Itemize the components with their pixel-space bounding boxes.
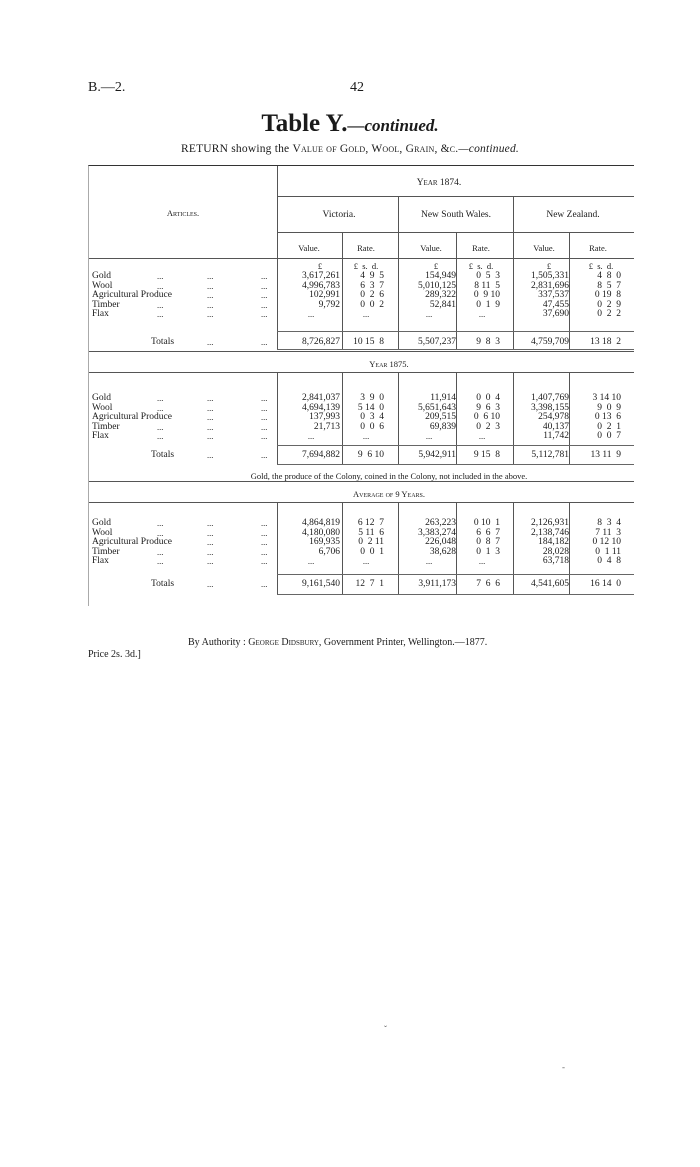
cell-v2: 52,841 bbox=[429, 299, 456, 310]
leader-dots: ... bbox=[207, 579, 214, 589]
cell-v1: 4,996,783 bbox=[302, 280, 340, 291]
section-2-div-nz-rate bbox=[569, 502, 570, 594]
leader-dots: ... bbox=[261, 537, 268, 547]
value-col-header-nz: Value. bbox=[533, 243, 555, 253]
cell-v1: 3,617,261 bbox=[302, 271, 340, 281]
document-code: B.—2. bbox=[88, 80, 126, 95]
header-left-divider bbox=[277, 166, 278, 258]
cell-v2: 154,949 bbox=[425, 271, 456, 281]
cell-r1: 5 11 6 bbox=[358, 527, 384, 538]
article-label: Wool bbox=[92, 280, 113, 291]
cell-v3: 254,978 bbox=[538, 412, 569, 422]
cell-r1-empty: ... bbox=[362, 556, 370, 566]
cell-v3: 28,028 bbox=[542, 546, 569, 557]
header-bottom-rule bbox=[89, 258, 634, 259]
rate-col-header-nz: Rate. bbox=[589, 243, 607, 253]
section-1-div-vic-rate bbox=[342, 372, 343, 464]
coinage-note: Gold, the produce of the Colony, coined in the Colony, not included in the above. bbox=[250, 471, 528, 481]
leader-dots: ... bbox=[261, 299, 268, 310]
cell-v2: 5,010,125 bbox=[418, 280, 456, 291]
article-label: Agricultural Produce bbox=[92, 412, 172, 422]
rate-col-header-vic: Rate. bbox=[357, 243, 375, 253]
leader-dots: ... bbox=[207, 537, 214, 547]
cell-v3: 37,690 bbox=[542, 309, 569, 319]
section-0-div-nz-rate bbox=[569, 258, 570, 349]
article-label: Wool bbox=[92, 527, 113, 538]
leader-dots: ... bbox=[157, 546, 164, 557]
paper-speck-1: ˇ bbox=[384, 1024, 387, 1034]
cell-v2-empty: ... bbox=[425, 431, 433, 441]
cell-v1: 21,713 bbox=[313, 421, 340, 432]
unit-lsd-vic: £ s. d. bbox=[353, 261, 379, 271]
leader-dots: ... bbox=[261, 579, 268, 589]
section-2-totals-rule bbox=[277, 574, 634, 575]
cell-v3: 2,126,931 bbox=[531, 518, 569, 528]
cell-v3: 40,137 bbox=[542, 421, 569, 432]
region-victoria: Victoria. bbox=[322, 210, 356, 220]
leader-dots: ... bbox=[157, 431, 164, 441]
leader-dots: ... bbox=[157, 309, 164, 319]
authority-prefix: By Authority : bbox=[188, 637, 249, 648]
section-1-div-nsw-rate bbox=[456, 372, 457, 464]
totals-r3: 13 18 2 bbox=[590, 337, 621, 347]
leader-dots: ... bbox=[207, 393, 214, 403]
cell-v3: 337,537 bbox=[538, 290, 569, 300]
cell-r3: 4 8 0 bbox=[597, 271, 621, 281]
section-1-top-rule bbox=[89, 351, 634, 352]
cell-v3: 1,505,331 bbox=[531, 271, 569, 281]
leader-dots: ... bbox=[261, 271, 268, 281]
leader-dots: ... bbox=[261, 556, 268, 566]
section-0-div-nsw-rate bbox=[456, 258, 457, 349]
cell-r1: 0 3 4 bbox=[360, 412, 384, 422]
leader-dots: ... bbox=[261, 546, 268, 557]
cell-r1: 3 9 0 bbox=[360, 393, 384, 403]
table-title-continued: —continued. bbox=[347, 116, 439, 135]
leader-dots: ... bbox=[207, 280, 214, 291]
unit-pound-nz: £ bbox=[546, 261, 552, 271]
leader-dots: ... bbox=[261, 518, 268, 528]
totals-v1: 9,161,540 bbox=[302, 579, 340, 589]
cell-r2: 0 5 3 bbox=[476, 271, 500, 281]
totals-label: Totals bbox=[151, 579, 175, 589]
cell-v1: 137,993 bbox=[309, 412, 340, 422]
totals-v3: 4,759,709 bbox=[531, 337, 569, 347]
section-heading-1: Year 1875. bbox=[369, 359, 409, 369]
value-col-header-nsw: Value. bbox=[420, 243, 442, 253]
authority-suffix: , Government Printer, Wellington.—1877. bbox=[318, 637, 488, 648]
cell-v1-empty: ... bbox=[307, 556, 315, 566]
cell-v2: 289,322 bbox=[425, 290, 456, 300]
cell-r1-empty: ... bbox=[362, 309, 370, 319]
totals-r2: 9 8 3 bbox=[476, 337, 500, 347]
leader-dots: ... bbox=[157, 421, 164, 432]
cell-r3: 0 2 1 bbox=[597, 421, 621, 432]
article-label: Timber bbox=[92, 421, 120, 432]
leader-dots: ... bbox=[157, 299, 164, 310]
cell-r3: 7 11 3 bbox=[595, 527, 621, 538]
totals-v1: 7,694,882 bbox=[302, 450, 340, 460]
cell-r1: 0 0 2 bbox=[360, 299, 384, 310]
section-0-totals-rule bbox=[277, 331, 634, 332]
cell-r2: 0 1 3 bbox=[476, 546, 500, 557]
cell-r1: 0 0 1 bbox=[360, 546, 384, 557]
leader-dots: ... bbox=[261, 421, 268, 432]
leader-dots: ... bbox=[207, 527, 214, 538]
value-col-header-vic: Value. bbox=[298, 243, 320, 253]
cell-r1: 6 3 7 bbox=[360, 280, 384, 291]
leader-dots: ... bbox=[207, 402, 214, 413]
cell-r3: 8 5 7 bbox=[597, 280, 621, 291]
cell-r3: 0 13 6 bbox=[594, 412, 621, 422]
cell-v1: 4,180,080 bbox=[302, 527, 340, 538]
cell-r3: 0 1 11 bbox=[595, 546, 621, 557]
cell-r3: 3 14 10 bbox=[592, 393, 621, 403]
leader-dots: ... bbox=[207, 299, 214, 310]
subtitle-continued: —continued. bbox=[458, 143, 520, 155]
totals-v3: 4,541,605 bbox=[531, 579, 569, 589]
article-label: Gold bbox=[92, 271, 111, 281]
leader-dots: ... bbox=[261, 393, 268, 403]
year-heading-1874: Year 1874. bbox=[416, 178, 462, 188]
cell-v2-empty: ... bbox=[425, 309, 433, 319]
article-label: Flax bbox=[92, 556, 109, 566]
totals-v2: 3,911,173 bbox=[418, 579, 456, 589]
section-0-bottom-rule bbox=[277, 349, 634, 350]
region-new-zealand: New Zealand. bbox=[546, 210, 600, 220]
cell-r3: 9 0 9 bbox=[597, 402, 621, 413]
leader-dots: ... bbox=[157, 402, 164, 413]
cell-v2: 38,628 bbox=[429, 546, 456, 557]
rate-col-header-nsw: Rate. bbox=[472, 243, 490, 253]
section-1-div-nz-rate bbox=[569, 372, 570, 464]
leader-dots: ... bbox=[261, 290, 268, 300]
leader-dots: ... bbox=[157, 518, 164, 528]
cell-r1: 5 14 0 bbox=[357, 402, 384, 413]
leader-dots: ... bbox=[157, 556, 164, 566]
page-number: 42 bbox=[350, 80, 364, 95]
leader-dots: ... bbox=[157, 527, 164, 538]
paper-speck-2: - bbox=[562, 1062, 565, 1072]
totals-r2: 7 6 6 bbox=[476, 579, 500, 589]
cell-r2: 0 6 10 bbox=[473, 412, 500, 422]
totals-r1: 9 6 10 bbox=[357, 450, 384, 460]
cell-r2: 0 2 3 bbox=[476, 421, 500, 432]
article-label: Gold bbox=[92, 518, 111, 528]
section-2-heading-rule bbox=[89, 502, 634, 503]
section-2-top-rule bbox=[89, 481, 634, 482]
cell-v3: 184,182 bbox=[538, 537, 569, 547]
totals-v3: 5,112,781 bbox=[531, 450, 569, 460]
section-1-bottom-rule bbox=[277, 464, 634, 465]
leader-dots: ... bbox=[207, 518, 214, 528]
totals-r2: 9 15 8 bbox=[473, 450, 500, 460]
leader-dots: ... bbox=[261, 412, 268, 422]
article-label: Gold bbox=[92, 393, 111, 403]
cell-v3: 63,718 bbox=[542, 556, 569, 566]
cell-v3: 11,742 bbox=[543, 431, 569, 441]
leader-dots: ... bbox=[207, 309, 214, 319]
cell-v3: 47,455 bbox=[542, 299, 569, 310]
cell-v2-empty: ... bbox=[425, 556, 433, 566]
cell-v1: 4,864,819 bbox=[302, 518, 340, 528]
cell-r2: 0 8 7 bbox=[476, 537, 500, 547]
cell-v1: 169,935 bbox=[309, 537, 340, 547]
cell-v2: 209,515 bbox=[425, 412, 456, 422]
subtitle-return: RETURN showing the bbox=[180, 143, 293, 155]
leader-dots: ... bbox=[207, 556, 214, 566]
totals-r3: 13 11 9 bbox=[590, 450, 621, 460]
cell-v3: 2,831,696 bbox=[531, 280, 569, 291]
leader-dots: ... bbox=[261, 337, 268, 347]
cell-r3: 0 2 2 bbox=[597, 309, 621, 319]
printer-name: George Didsbury bbox=[248, 637, 319, 648]
totals-v1: 8,726,827 bbox=[302, 337, 340, 347]
cell-r2: 6 6 7 bbox=[476, 527, 500, 538]
cell-r2: 0 9 10 bbox=[473, 290, 500, 300]
cell-v1: 9,792 bbox=[318, 299, 340, 310]
cell-v2: 226,048 bbox=[425, 537, 456, 547]
cell-r1: 0 2 11 bbox=[358, 537, 384, 547]
cell-v3: 2,138,746 bbox=[531, 527, 569, 538]
cell-r2-empty: ... bbox=[478, 556, 486, 566]
cell-v1: 102,991 bbox=[309, 290, 340, 300]
cell-r3: 0 19 8 bbox=[594, 290, 621, 300]
header-year-rule bbox=[277, 196, 634, 197]
cell-v1: 4,694,139 bbox=[302, 402, 340, 413]
totals-v2: 5,942,911 bbox=[418, 450, 456, 460]
cell-r3: 0 2 9 bbox=[597, 299, 621, 310]
section-2-div-nsw-rate bbox=[456, 502, 457, 594]
leader-dots: ... bbox=[261, 527, 268, 538]
cell-v1: 2,841,037 bbox=[302, 393, 340, 403]
cell-v3: 1,407,769 bbox=[531, 393, 569, 403]
unit-lsd-nsw: £ s. d. bbox=[468, 261, 494, 271]
printer-authority bbox=[188, 637, 487, 648]
leader-dots: ... bbox=[207, 421, 214, 432]
cell-r2: 0 1 9 bbox=[476, 299, 500, 310]
cell-r3: 0 0 7 bbox=[597, 431, 621, 441]
leader-dots: ... bbox=[207, 450, 214, 460]
cell-r2: 8 11 5 bbox=[474, 280, 500, 291]
unit-pound-vic: £ bbox=[317, 261, 323, 271]
cell-v1-empty: ... bbox=[307, 309, 315, 319]
cell-v1: 6,706 bbox=[318, 546, 340, 557]
cell-v2: 263,223 bbox=[425, 518, 456, 528]
cell-v3: 3,398,155 bbox=[531, 402, 569, 413]
article-label: Timber bbox=[92, 299, 120, 310]
totals-r1: 12 7 1 bbox=[355, 579, 384, 589]
leader-dots: ... bbox=[207, 546, 214, 557]
subtitle-subject: Value of Gold, Wool, Grain, &c. bbox=[292, 143, 459, 155]
cell-r3: 0 12 10 bbox=[592, 537, 621, 547]
cell-r2-empty: ... bbox=[478, 309, 486, 319]
leader-dots: ... bbox=[207, 290, 214, 300]
cell-r2: 0 0 4 bbox=[476, 393, 500, 403]
section-0-div-vic-rate bbox=[342, 258, 343, 349]
cell-r2: 9 6 3 bbox=[476, 402, 500, 413]
cell-v2: 69,839 bbox=[429, 421, 456, 432]
table-title-main: Table Y. bbox=[261, 110, 348, 137]
leader-dots: ... bbox=[261, 450, 268, 460]
cell-r1: 0 2 6 bbox=[360, 290, 384, 300]
table-subtitle bbox=[0, 143, 700, 155]
cell-r2: 0 10 1 bbox=[473, 518, 500, 528]
cell-r2-empty: ... bbox=[478, 431, 486, 441]
article-label: Agricultural Produce bbox=[92, 290, 172, 300]
section-2-bottom-rule bbox=[277, 594, 634, 595]
leader-dots: ... bbox=[261, 280, 268, 291]
cell-r3: 0 4 8 bbox=[597, 556, 621, 566]
article-label: Flax bbox=[92, 431, 109, 441]
price-note: Price 2s. 3d.] bbox=[88, 649, 141, 660]
cell-r1: 0 0 6 bbox=[360, 421, 384, 432]
totals-r1: 10 15 8 bbox=[353, 337, 384, 347]
unit-pound-nsw: £ bbox=[433, 261, 439, 271]
cell-v2: 11,914 bbox=[430, 393, 456, 403]
leader-dots: ... bbox=[261, 402, 268, 413]
totals-label: Totals bbox=[151, 450, 175, 460]
cell-r3: 8 3 4 bbox=[597, 518, 621, 528]
cell-v2: 5,651,643 bbox=[418, 402, 456, 413]
section-1-totals-rule bbox=[277, 445, 634, 446]
articles-header: Articles. bbox=[166, 208, 200, 218]
leader-dots: ... bbox=[261, 431, 268, 441]
article-label: Flax bbox=[92, 309, 109, 319]
article-label: Timber bbox=[92, 546, 120, 557]
leader-dots: ... bbox=[157, 393, 164, 403]
cell-r1: 4 9 5 bbox=[360, 271, 384, 281]
totals-r3: 16 14 0 bbox=[590, 579, 621, 589]
leader-dots: ... bbox=[207, 271, 214, 281]
cell-r1-empty: ... bbox=[362, 431, 370, 441]
cell-v2: 3,383,274 bbox=[418, 527, 456, 538]
return-table bbox=[88, 165, 634, 606]
leader-dots: ... bbox=[157, 271, 164, 281]
cell-r1: 6 12 7 bbox=[357, 518, 384, 528]
region-nsw: New South Wales. bbox=[420, 210, 492, 220]
section-1-heading-rule bbox=[89, 372, 634, 373]
header-divider-nsw bbox=[398, 196, 399, 258]
totals-label: Totals bbox=[151, 337, 175, 347]
leader-dots: ... bbox=[207, 337, 214, 347]
leader-dots: ... bbox=[157, 280, 164, 291]
article-label: Agricultural Produce bbox=[92, 537, 172, 547]
leader-dots: ... bbox=[207, 412, 214, 422]
section-heading-2: Average of 9 Years. bbox=[352, 489, 426, 499]
leader-dots: ... bbox=[207, 431, 214, 441]
table-title bbox=[0, 110, 700, 138]
section-2-div-vic-rate bbox=[342, 502, 343, 594]
totals-v2: 5,507,237 bbox=[418, 337, 456, 347]
unit-lsd-nz: £ s. d. bbox=[588, 261, 614, 271]
article-label: Wool bbox=[92, 402, 113, 413]
leader-dots: ... bbox=[261, 309, 268, 319]
cell-v1-empty: ... bbox=[307, 431, 315, 441]
